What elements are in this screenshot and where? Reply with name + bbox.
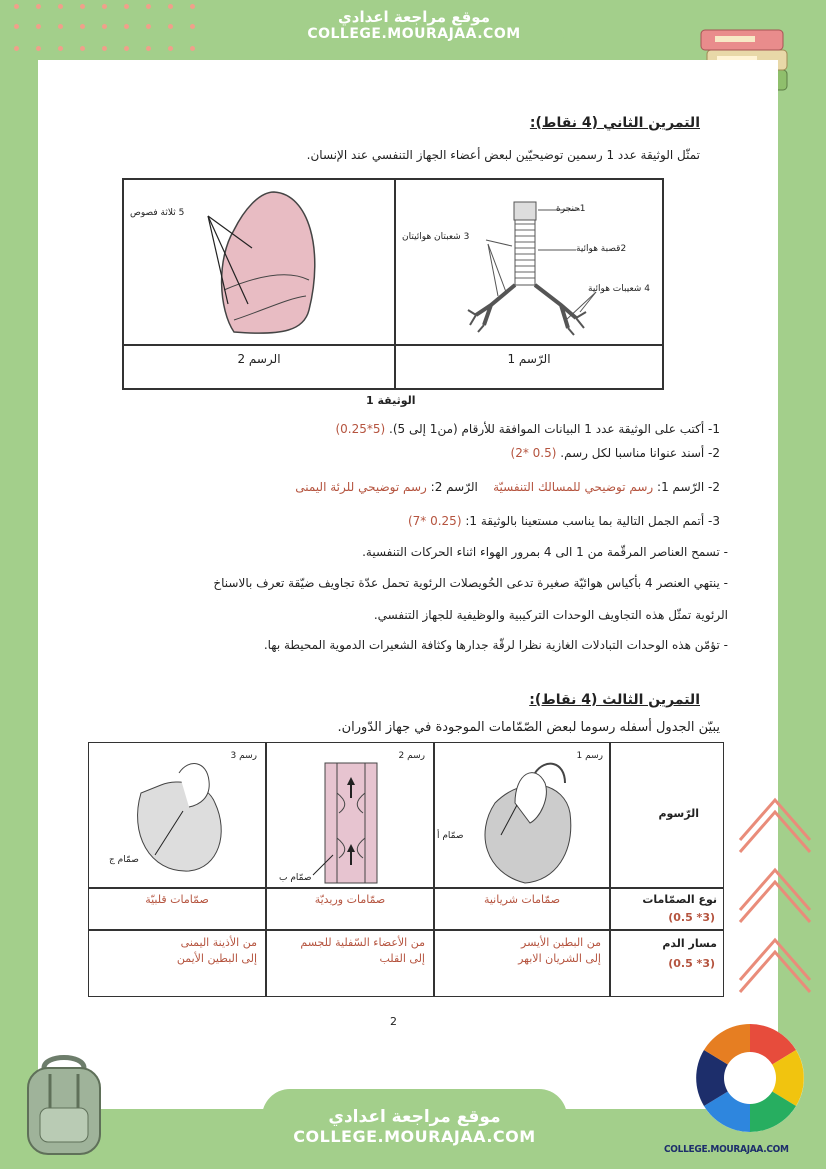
blood-path-1-from: من البطين الأيسر [521, 936, 601, 949]
blood-path-3-to: إلى البطين الأيمن [176, 952, 257, 965]
blood-path-2-from: من الأعضاء السّفلية للجسم [300, 936, 425, 949]
answer2-figure2: رسم توضيحي للرئة اليمنى [295, 480, 427, 494]
answer2 [295, 480, 720, 494]
question2-text: 2- أسند عنوانا مناسبا لكل رسم. [560, 446, 720, 460]
page-number: 2 [390, 1015, 397, 1028]
backpack-icon [14, 1050, 114, 1158]
blood-path-3-from: من الأذينة اليمنى [180, 936, 257, 949]
fig1-label-3: 3 شعبتان هوائيتان [402, 232, 470, 242]
sentence3: - تؤمّن هذه الوحدات التبادلات الغازية نظرا لرقّة جدارها وكثافة الشعيرات الدموية المحيطة بها. [263, 638, 728, 652]
footer-brand[interactable]: COLLEGE.MOURAJAA.COM [664, 1144, 789, 1155]
fig1-valve-title: رسم 1 [576, 751, 603, 761]
heart-valves-diagram [89, 743, 267, 889]
figure1-cell [395, 179, 663, 345]
row-header-figures-text: الرّسوم [658, 807, 699, 820]
answer2-mid: الرّسم 2: [430, 480, 478, 494]
sentence2a: - ينتهي العنصر 4 بأكياس هوائيّة صغيرة تدعى الحُويصلات الرئوية تحمل عدّة تجاويف ضيّقة تعرف بالاسناخ [213, 576, 728, 590]
figure1-caption: الرّسم 1 [507, 352, 551, 366]
row-header-path-text: مسار الدم [662, 937, 717, 950]
figure2-caption: الرسم 2 [237, 352, 281, 366]
question3-points: (0.25 *7) [407, 514, 462, 528]
document1-figure-table [122, 178, 664, 390]
fig3-valve-cell [88, 742, 266, 888]
row-header-type-points: (0.5 *3) [668, 911, 715, 924]
answer2-figure1: رسم توضيحي للمسالك التنفسيّة [493, 480, 654, 494]
caption1-cell [395, 345, 663, 389]
heart-arteries-diagram [435, 743, 611, 889]
question3-text: 3- أتمم الجمل التالية بما يناسب مستعينا بالوثيقة 1: [465, 514, 720, 528]
exercise3-title: التمرين الثالث (4 نقاط): [529, 692, 700, 708]
school-subjects-logo-icon[interactable] [694, 1022, 806, 1134]
header-site-name: موقع مراجعة اعدادي [338, 8, 490, 26]
fig3-valve-title: رسم 3 [230, 751, 257, 761]
header-site-url[interactable]: COLLEGE.MOURAJAA.COM [307, 26, 521, 42]
fig1-label-4: 4 شعيبات هوائية [588, 284, 650, 294]
question1 [335, 422, 720, 436]
fig3-valve-label: صمّام ج [109, 855, 139, 865]
valve-type-2: صمّامات وريديّة [266, 888, 434, 930]
figure2-cell [123, 179, 395, 345]
fig1-label-1: 1حنجرة [556, 204, 586, 214]
vein-diagram [267, 743, 435, 889]
row-header-figures [610, 742, 724, 888]
blood-path-3 [88, 930, 266, 997]
decorative-dots [14, 4, 234, 64]
decorative-chevrons-icon [730, 790, 820, 1030]
row-header-path [610, 930, 724, 997]
question1-text: 1- أكتب على الوثيقة عدد 1 البيانات الموافقة للأرقام (من1 إلى 5). [389, 422, 720, 436]
page-frame-left [0, 0, 38, 1169]
blood-path-2-to: إلى القلب [379, 952, 425, 965]
blood-path-2 [266, 930, 434, 997]
row-header-path-points: (0.5 *3) [668, 957, 715, 970]
sentence1: - تسمح العناصر المرقّمة من 1 الى 4 بمرور الهواء اثناء الحركات التنفسية. [362, 545, 728, 559]
document1-caption: الوثيقة 1 [366, 394, 416, 407]
exercise2-intro: تمثّل الوثيقة عدد 1 رسمين توضيحيّين لبعض أعضاء الجهاز التنفسي عند الإنسان. [306, 148, 700, 162]
valves-table [88, 742, 724, 997]
valve-type-3: صمّامات قلبيّة [88, 888, 266, 930]
sentence2b: الرئوية تمثّل هذه التجاويف الوحدات التركيبية والوظيفية للجهاز التنفسي. [373, 608, 728, 622]
answer2-prefix: 2- الرّسم 1: [657, 480, 720, 494]
header-tab[interactable] [264, 0, 564, 60]
fig2-valve-label: صمّام ب [279, 873, 312, 883]
fig2-valve-cell [266, 742, 434, 888]
question3 [408, 514, 720, 528]
fig2-valve-title: رسم 2 [398, 751, 425, 761]
footer-site-url[interactable]: COLLEGE.MOURAJAA.COM [293, 1127, 536, 1146]
footer-site-name: موقع مراجعة اعدادي [328, 1107, 501, 1127]
fig2-label-5: 5 ثلاثة فصوص [130, 208, 185, 218]
question2-points: (0.5 *2) [510, 446, 557, 460]
valve-type-1: صمّامات شريانية [434, 888, 610, 930]
fig1-label-2: 2قصبة هوائية [576, 244, 627, 254]
row-header-type-text: نوع الصمّامات [642, 893, 717, 906]
question2 [511, 446, 721, 460]
blood-path-1-to: إلى الشريان الابهر [518, 952, 601, 965]
exercise3-intro: يبيّن الجدول أسفله رسوما لبعض الصّمّامات الموجودة في جهاز الدّوران. [337, 720, 720, 735]
fig1-valve-label: صمّام أ [437, 831, 464, 841]
airways-diagram [396, 180, 664, 346]
caption2-cell [123, 345, 395, 389]
exercise2-title: التمرين الثاني (4 نقاط): [529, 115, 700, 131]
row-header-type [610, 888, 724, 930]
fig1-valve-cell [434, 742, 610, 888]
blood-path-1 [434, 930, 610, 997]
lung-diagram [124, 180, 396, 346]
footer-tab[interactable] [262, 1089, 567, 1169]
question1-points: (5*0.25) [335, 422, 386, 436]
